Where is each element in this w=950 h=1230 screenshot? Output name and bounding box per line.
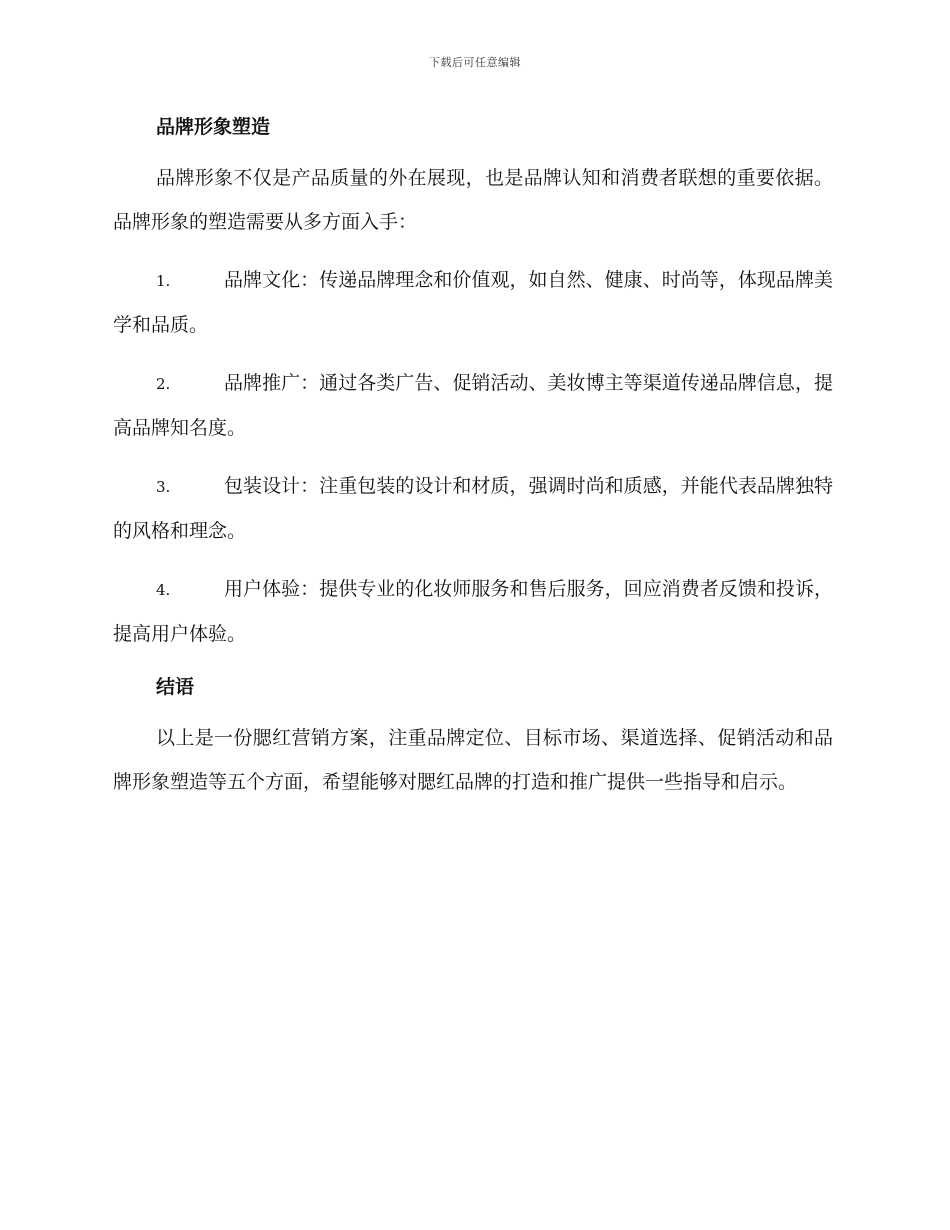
list-item [113, 258, 833, 347]
list-item [113, 464, 833, 553]
list-item-text: 用户体验：提供专业的化妆师服务和售后服务，回应消费者反馈和投诉，提高用户体验。 [113, 578, 833, 645]
list-item [113, 567, 833, 656]
list-number: 1. [156, 272, 171, 290]
list-item [113, 361, 833, 450]
section-title-conclusion: 结语 [156, 676, 195, 698]
brand-image-intro: 品牌形象不仅是产品质量的外在展现，也是品牌认知和消费者联想的重要依据。品牌形象的塑造需要从多方面入手： [113, 167, 833, 233]
section-title-brand-image: 品牌形象塑造 [156, 116, 271, 138]
list-number: 2. [156, 375, 171, 393]
conclusion-text: 以上是一份腮红营销方案，注重品牌定位、目标市场、渠道选择、促销活动和品牌形象塑造等五个方面，希望能够对腮红品牌的打造和推广提供一些指导和启示。 [113, 727, 833, 793]
document-content [113, 112, 833, 804]
list-item-text: 包装设计：注重包装的设计和材质，强调时尚和质感，并能代表品牌独特的风格和理念。 [113, 475, 833, 542]
list-number: 4. [156, 581, 171, 599]
header-note: 下载后可任意编辑 [429, 56, 521, 69]
list-item-text: 品牌推广：通过各类广告、促销活动、美妆博主等渠道传递品牌信息，提高品牌知名度。 [113, 372, 833, 439]
list-number: 3. [156, 478, 171, 496]
list-item-text: 品牌文化：传递品牌理念和价值观，如自然、健康、时尚等，体现品牌美学和品质。 [113, 269, 833, 336]
